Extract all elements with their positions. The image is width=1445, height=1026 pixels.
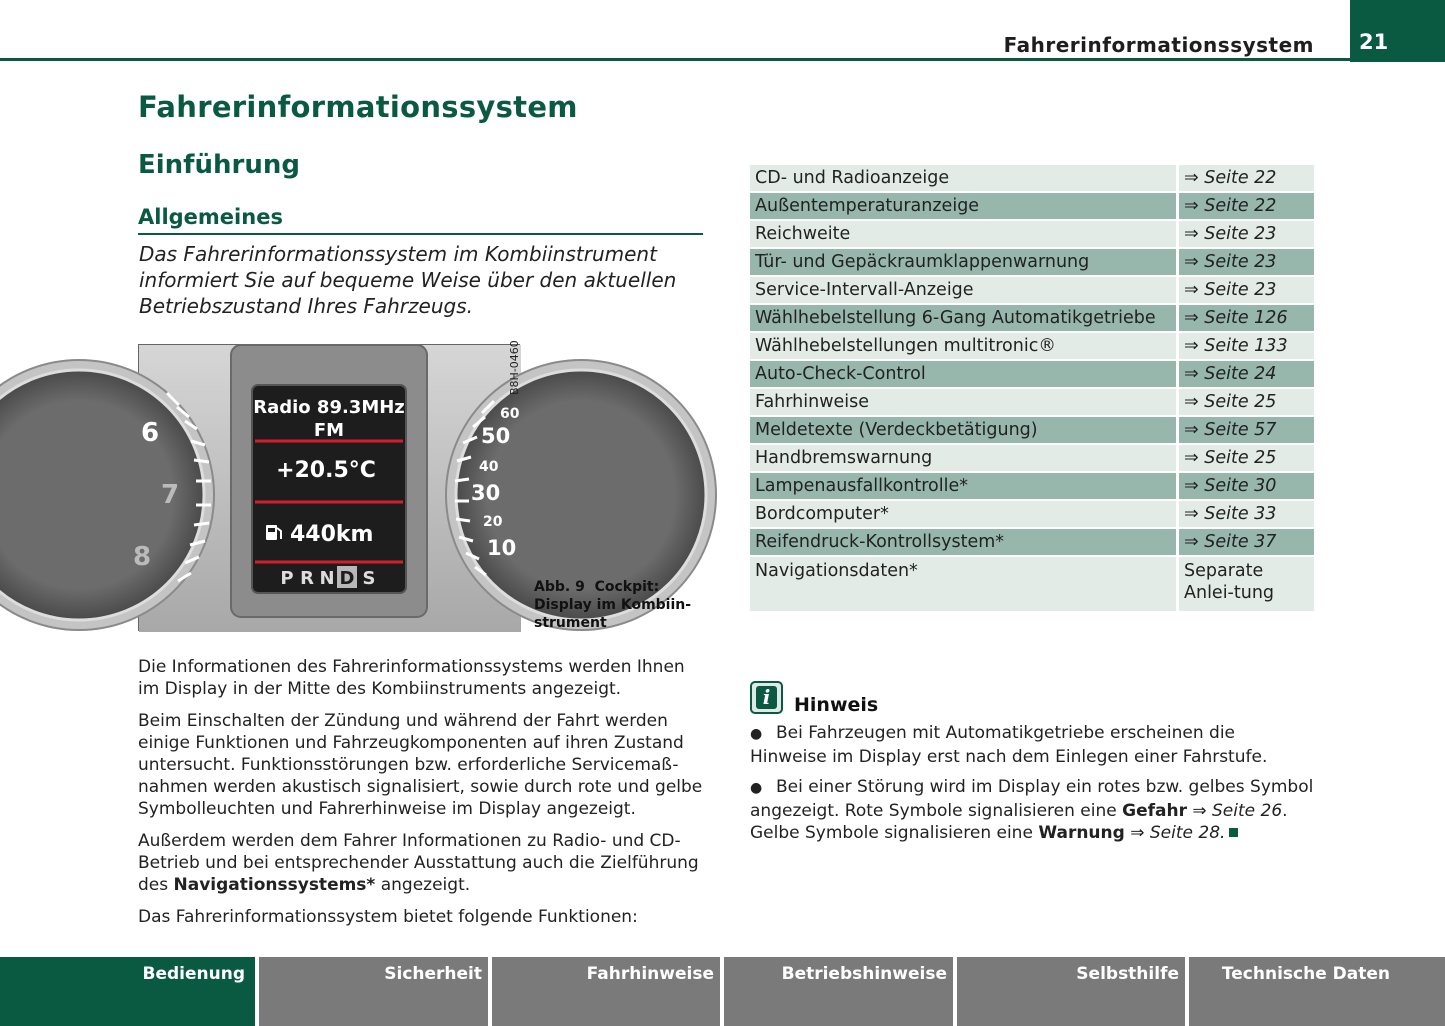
page-reference[interactable] xyxy=(1176,501,1314,527)
body-paragraph-3: Außerdem werden dem Fahrer Informationen zu Radio- und CD-Betrieb und bei entsprechender Ausstattung auch die Zielführung des Navigationssystems* angezeigt. xyxy=(138,831,699,895)
function-label: Reichweite xyxy=(750,221,1176,247)
footer-tab-selbsthilfe[interactable]: Selbsthilfe xyxy=(957,957,1189,1026)
intro-text: Das Fahrerinformationssystem im Kombiinstrument informiert Sie auf bequeme Weise über den aktuellen Betriebszustand Ihres Fahrzeugs. xyxy=(139,242,677,318)
page-number: 21 xyxy=(1359,30,1389,54)
page-ref-text: Seite 30 xyxy=(1204,476,1277,496)
functions-table xyxy=(750,163,1314,613)
footer-tab-sicherheit[interactable]: Sicherheit xyxy=(259,957,492,1026)
footer-tab-technische-daten[interactable]: Technische Daten xyxy=(1189,957,1445,1026)
body-text xyxy=(138,656,708,938)
bullet-icon: ● xyxy=(750,726,763,742)
gear-p: P xyxy=(280,568,294,589)
figure-code: B8H-0460 xyxy=(508,340,521,395)
function-label: Fahrhinweise xyxy=(750,389,1176,415)
section-title: Einführung xyxy=(138,150,300,180)
page-reference[interactable] xyxy=(1176,249,1314,275)
figure-caption-text: Cockpit: Display im Kombiin-strument xyxy=(534,579,692,631)
hint-item-1: ● Bei Fahrzeugen mit Automatikgetriebe erscheinen die Hinweise im Display erst nach dem Einlegen einer Fahrstufe. xyxy=(750,723,1268,767)
navigation-term: Navigationssystems* xyxy=(173,875,376,895)
function-label: Wählhebelstellung 6-Gang Automatikgetriebe xyxy=(750,305,1176,331)
arrow-icon: ⇒ xyxy=(1184,448,1199,468)
function-label: Reifendruck-Kontrollsystem* xyxy=(750,529,1176,555)
table-row xyxy=(750,193,1314,219)
bullet-icon: ● xyxy=(750,780,763,796)
function-label: Bordcomputer* xyxy=(750,501,1176,527)
page-ref-text: Seite 126 xyxy=(1204,308,1288,328)
table-row xyxy=(750,557,1314,611)
page-reference[interactable] xyxy=(1176,305,1314,331)
page-ref-text: Seite 23 xyxy=(1204,224,1277,244)
display-band: FM xyxy=(313,420,345,441)
running-header: Fahrerinformationssystem xyxy=(1003,33,1314,57)
hint-list xyxy=(750,722,1315,853)
footer-tab-betriebshinweise[interactable]: Betriebshinweise xyxy=(724,957,957,1026)
table-row xyxy=(750,249,1314,275)
page-reference[interactable] xyxy=(1176,417,1314,443)
arrow-icon: ⇒ xyxy=(1184,224,1199,244)
gear-r: R xyxy=(300,568,314,589)
page-ref-text: Seite 24 xyxy=(1204,364,1277,384)
arrow-icon: ⇒ xyxy=(1192,800,1207,821)
hint-title: Hinweis xyxy=(794,694,879,716)
header-rule xyxy=(0,58,1350,61)
gear-s: S xyxy=(362,568,376,589)
hint-item-2: ● Bei einer Störung wird im Display ein rotes bzw. gelbes Symbol angezeigt. Rote Symbole signalisieren eine Gefahr ⇒ Seite 26. Gelbe Symbole signalisieren eine Warnung ⇒ Seite 28. xyxy=(750,777,1314,843)
function-label: Lampenausfallkontrolle* xyxy=(750,473,1176,499)
page-ref-text: Seite 23 xyxy=(1204,280,1277,300)
function-label: Meldetexte (Verdeckbetätigung) xyxy=(750,417,1176,443)
page-reference[interactable] xyxy=(1176,193,1314,219)
table-row xyxy=(750,445,1314,471)
display-radio: Radio 89.3MHz xyxy=(253,397,405,418)
page-ref-text: Seite 25 xyxy=(1204,392,1277,412)
arrow-icon: ⇒ xyxy=(1184,504,1199,524)
arrow-icon: ⇒ xyxy=(1184,392,1199,412)
page-reference[interactable] xyxy=(1176,165,1314,191)
function-label: CD- und Radioanzeige xyxy=(750,165,1176,191)
page-ref-text: Seite 23 xyxy=(1204,252,1277,272)
function-label: Außentemperaturanzeige xyxy=(750,193,1176,219)
page-ref-text: Seite 37 xyxy=(1204,532,1277,552)
speed-label-40: 40 xyxy=(479,459,499,475)
arrow-icon: ⇒ xyxy=(1184,308,1199,328)
body-paragraph-4: Das Fahrerinformationssystem bietet folgende Funktionen: xyxy=(138,907,638,927)
page-reference[interactable] xyxy=(1176,221,1314,247)
arrow-icon: ⇒ xyxy=(1184,280,1199,300)
function-label: Wählhebelstellungen multitronic® xyxy=(750,333,1176,359)
footer-tab-bedienung[interactable]: Bedienung xyxy=(0,957,259,1026)
speed-label-50: 50 xyxy=(481,424,511,448)
arrow-icon: ⇒ xyxy=(1184,476,1199,496)
rpm-label-8: 8 xyxy=(133,542,152,572)
arrow-icon: ⇒ xyxy=(1184,420,1199,440)
page-reference[interactable] xyxy=(1176,277,1314,303)
arrow-icon: ⇒ xyxy=(1184,196,1199,216)
gear-n: N xyxy=(319,568,335,589)
page-ref-text: Seite 22 xyxy=(1204,196,1277,216)
page-reference[interactable] xyxy=(1176,445,1314,471)
page-reference[interactable] xyxy=(1176,333,1314,359)
figure-caption-label: Abb. 9 xyxy=(534,579,585,595)
page-reference[interactable] xyxy=(1176,473,1314,499)
arrow-icon: ⇒ xyxy=(1184,532,1199,552)
table-row xyxy=(750,165,1314,191)
page-ref-text: Seite 33 xyxy=(1204,504,1277,524)
table-row xyxy=(750,333,1314,359)
table-row xyxy=(750,473,1314,499)
page-ref-text: Separate Anlei-tung xyxy=(1184,561,1275,603)
display-range: 440km xyxy=(290,522,374,547)
body-paragraph-1: Die Informationen des Fahrerinformationssystems werden Ihnen im Display in der Mitte des Kombiinstruments angezeigt. xyxy=(138,657,685,699)
function-label: Navigationsdaten* xyxy=(750,557,1176,611)
subsection-title: Allgemeines xyxy=(138,205,283,229)
page-ref-text: Seite 22 xyxy=(1204,168,1277,188)
speed-label-60: 60 xyxy=(500,406,520,422)
arrow-icon: ⇒ xyxy=(1184,364,1199,384)
page-reference[interactable] xyxy=(1176,557,1314,611)
page-ref-text: Seite 133 xyxy=(1204,336,1288,356)
table-row xyxy=(750,501,1314,527)
arrow-icon: ⇒ xyxy=(1184,252,1199,272)
speed-label-20: 20 xyxy=(483,514,503,530)
page-ref-text: Seite 25 xyxy=(1204,448,1277,468)
function-label: Handbremswarnung xyxy=(750,445,1176,471)
info-icon: i xyxy=(750,681,783,714)
function-label: Service-Intervall-Anzeige xyxy=(750,277,1176,303)
footer-tab-fahrhinweise[interactable]: Fahrhinweise xyxy=(492,957,724,1026)
function-label: Tür- und Gepäckraumklappenwarnung xyxy=(750,249,1176,275)
page-ref-link[interactable]: Seite 28. xyxy=(1149,823,1226,843)
page-ref-link[interactable]: Seite 26 xyxy=(1212,800,1283,821)
table-row xyxy=(750,529,1314,555)
footer-nav xyxy=(0,957,1445,1026)
speed-label-30: 30 xyxy=(471,481,501,505)
page-reference[interactable] xyxy=(1176,389,1314,415)
figure-caption xyxy=(534,578,704,632)
table-row xyxy=(750,221,1314,247)
cockpit-figure xyxy=(133,340,521,631)
function-label: Auto-Check-Control xyxy=(750,361,1176,387)
body-paragraph-2: Beim Einschalten der Zündung und während der Fahrt werden einige Funktionen und Fahrzeugkomponenten auf ihren Zustand untersucht. Funktionsstörungen bzw. erforderliche Servicemaß-nahmen werden akustisch signalisiert, sowie durch rote und gelbe Symbolleuchten und Fahrerhinweise im Display angezeigt. xyxy=(138,711,703,819)
table-row xyxy=(750,417,1314,443)
cockpit-illustration xyxy=(133,340,521,632)
end-square-icon xyxy=(1229,828,1238,837)
subsection-rule xyxy=(138,233,703,235)
rpm-label-7: 7 xyxy=(161,480,180,510)
table-row xyxy=(750,277,1314,303)
speed-label-10: 10 xyxy=(487,536,517,560)
table-row xyxy=(750,305,1314,331)
arrow-icon: ⇒ xyxy=(1130,823,1145,843)
page-reference[interactable] xyxy=(1176,361,1314,387)
table-row xyxy=(750,389,1314,415)
rpm-label-6: 6 xyxy=(141,418,160,448)
arrow-icon: ⇒ xyxy=(1184,336,1199,356)
display-temperature: +20.5°C xyxy=(276,458,376,483)
arrow-icon: ⇒ xyxy=(1184,168,1199,188)
chapter-title: Fahrerinformationssystem xyxy=(138,90,578,124)
page-ref-text: Seite 57 xyxy=(1204,420,1277,440)
gear-d: D xyxy=(339,568,355,589)
page-reference[interactable] xyxy=(1176,529,1314,555)
table-row xyxy=(750,361,1314,387)
